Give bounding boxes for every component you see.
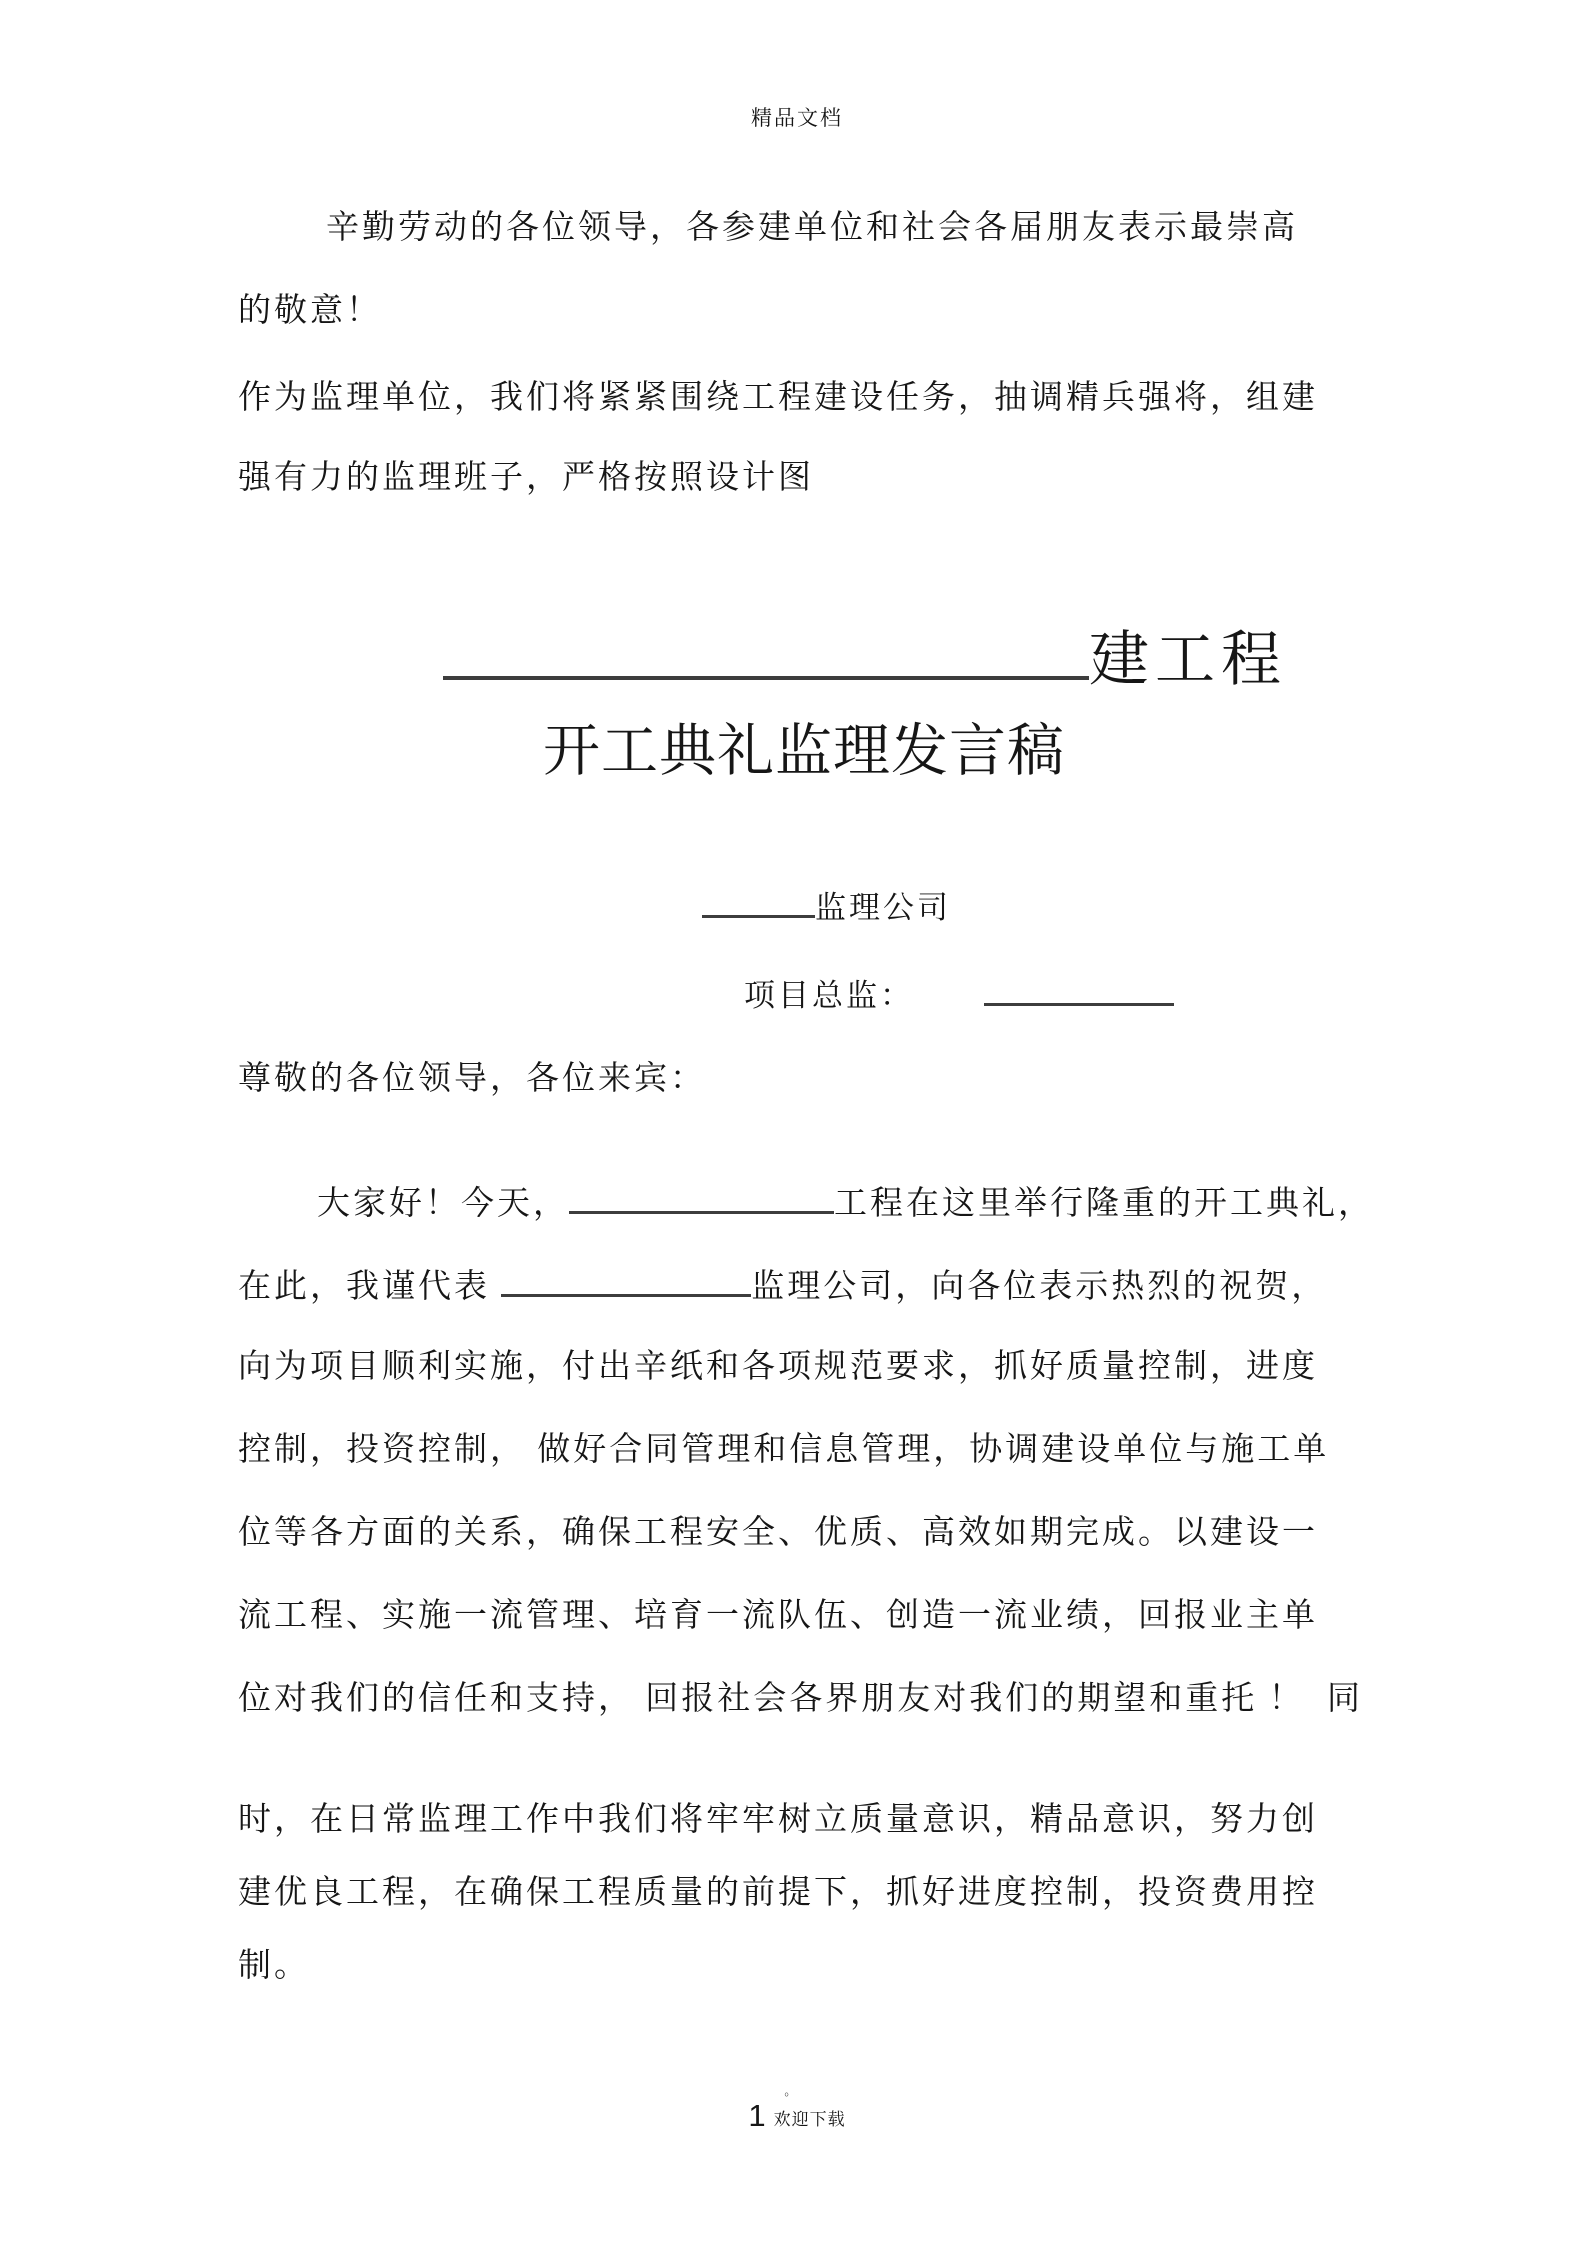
body-paragraph1-line-2: [238, 1261, 1327, 1310]
document-title-line-2: 开工典礼监理发言稿: [543, 720, 1065, 783]
director-label: 项目总监：: [744, 978, 914, 1013]
body-paragraph2-line-1: 时，在日常监理工作中我们将牢牢树立质量意识，精品意识，努力创: [238, 1802, 1318, 1838]
company-signature-line: [702, 884, 951, 931]
intro-paragraph-line-4: 强有力的监理班子，严格按照设计图: [238, 460, 814, 496]
blank-underline-field: [501, 1261, 751, 1297]
body-paragraph1-line-3: 向为项目顺利实施，付出辛纸和各项规范要求，抓好质量控制，进度: [238, 1349, 1318, 1385]
blank-underline-field: [702, 884, 815, 918]
blank-underline-field: [443, 616, 1089, 680]
page-footer: [0, 2084, 1594, 2134]
body-paragraph1-line-4: 控制，投资控制， 做好合同管理和信息管理，协调建设单位与施工单: [238, 1432, 1330, 1468]
intro-text-1: 辛勤劳动的各位领导，各参建单位和社会各届朋友表示最崇高: [326, 210, 1298, 246]
intro-paragraph-line-1: [238, 205, 1298, 251]
body-text: 监理公司，向各位表示热烈的祝贺，: [751, 1269, 1328, 1305]
body-paragraph2-line-2: 建优良工程，在确保工程质量的前提下，抓好进度控制，投资费用控: [238, 1875, 1318, 1911]
body-text: 工程在这里举行隆重的开工典礼，: [834, 1186, 1374, 1222]
body-paragraph1-line-7: 位对我们的信任和支持， 回报社会各界朋友对我们的期望和重托 ！ 同: [238, 1681, 1363, 1717]
watermark-label: 精品文档: [751, 107, 843, 130]
body-paragraph1-line-5: 位等各方面的关系，确保工程安全、优质、高效如期完成。以建设一: [238, 1515, 1318, 1551]
intro-paragraph-line-3: 作为监理单位，我们将紧紧围绕工程建设任务，抽调精兵强将，组建: [238, 380, 1318, 416]
footer-download-note: 欢迎下载: [773, 2110, 846, 2129]
body-text: 在此，我谨代表: [238, 1269, 502, 1305]
body-paragraph1-line-6: 流工程、实施一流管理、培育一流队伍、创造一流业绩，回报业主单: [238, 1598, 1318, 1634]
footer-content: [748, 2084, 846, 2134]
body-text: 大家好！今天，: [317, 1186, 569, 1222]
body-paragraph1-line-1: [238, 1178, 1374, 1227]
greeting-line: 尊敬的各位领导，各位来宾：: [238, 1061, 706, 1097]
footer-circle-mark: 。: [784, 2084, 797, 2098]
blank-underline-field: [569, 1178, 834, 1214]
title-suffix-text: 建工程: [1089, 627, 1287, 693]
intro-paragraph-line-2: 的敬意！: [238, 293, 382, 329]
body-paragraph2-line-3: 制。: [238, 1948, 310, 1984]
blank-underline-field: [984, 972, 1174, 1006]
company-suffix-text: 监理公司: [815, 890, 951, 925]
director-signature-line: [744, 972, 1174, 1019]
document-title-line-1: [443, 616, 1287, 701]
page-number: 1: [748, 2098, 766, 2133]
